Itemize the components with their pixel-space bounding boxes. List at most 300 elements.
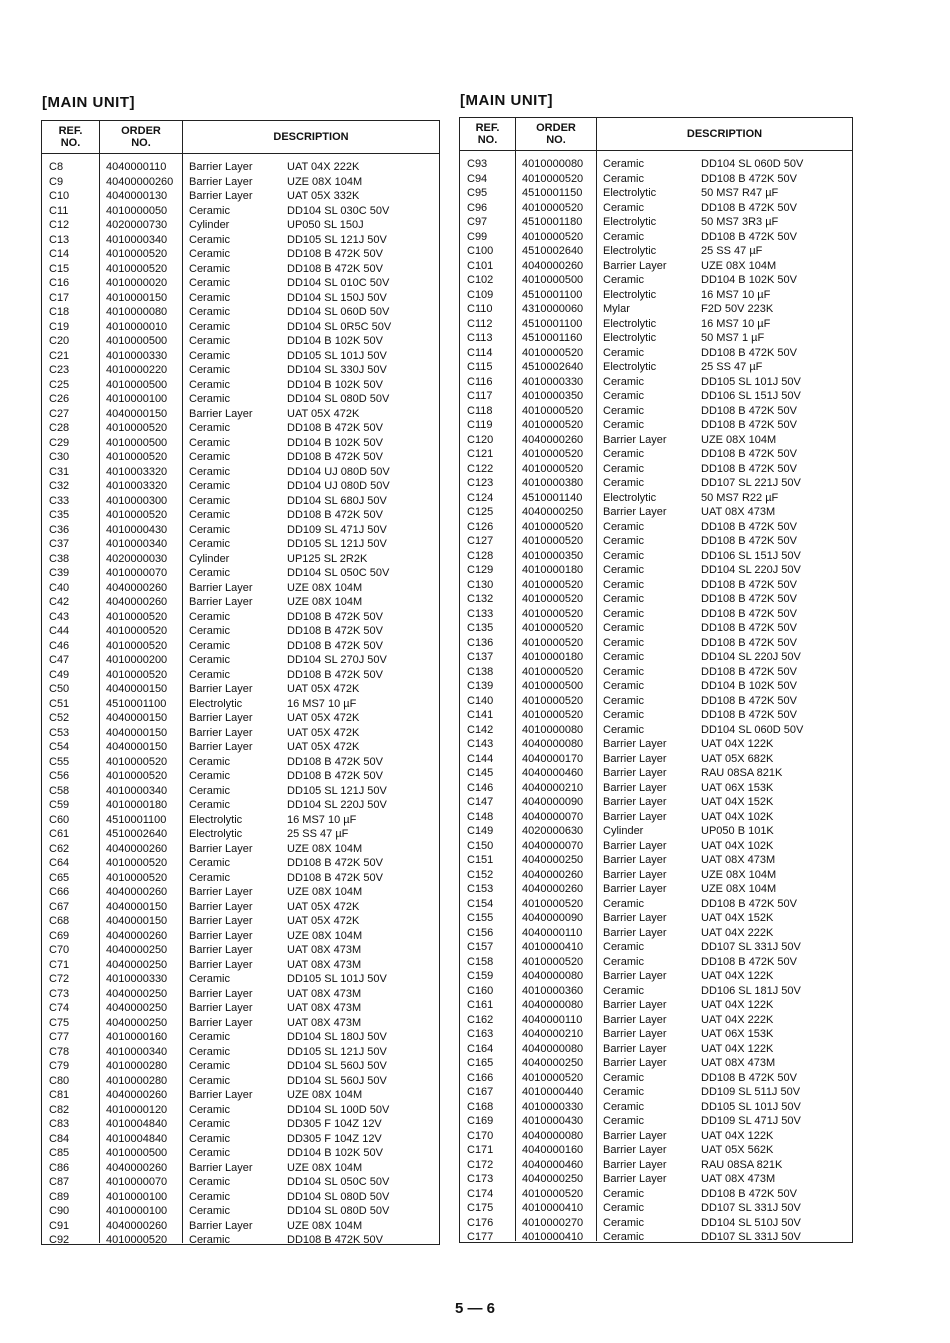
order-no-cell: 4040000260 bbox=[106, 581, 168, 594]
ref-no-cell: C170 bbox=[467, 1129, 494, 1142]
component-type: Ceramic bbox=[189, 1234, 230, 1246]
ref-no-cell: C16 bbox=[49, 277, 70, 289]
ref-no-cell: C173 bbox=[467, 1173, 494, 1185]
description-cell bbox=[183, 769, 439, 784]
order-no-cell: 4010000430 bbox=[522, 1115, 584, 1127]
component-spec: DD105 SL 101J 50V bbox=[287, 973, 387, 985]
component-type: Ceramic bbox=[189, 465, 230, 478]
component-spec: UAT 05X 472K bbox=[287, 407, 360, 420]
component-spec: UAT 04X 102K bbox=[701, 810, 774, 823]
description-cell bbox=[597, 230, 852, 245]
component-type: Electrolytic bbox=[603, 288, 657, 301]
order-no-cell: 4040000250 bbox=[522, 1173, 584, 1185]
order-no-cell: 4040000110 bbox=[522, 926, 583, 939]
component-type: Ceramic bbox=[189, 509, 230, 521]
component-spec: DD108 B 472K 50V bbox=[287, 639, 384, 652]
component-spec: DD105 SL 121J 50V bbox=[287, 1045, 387, 1058]
description-cell bbox=[597, 186, 852, 201]
ref-no-cell: C32 bbox=[49, 480, 70, 492]
ref-no-cell: C100 bbox=[467, 245, 494, 257]
description-cell bbox=[183, 1175, 439, 1190]
component-type: Barrier Layer bbox=[189, 190, 253, 202]
component-type: Ceramic bbox=[189, 320, 230, 333]
component-spec: UAT 05X 472K bbox=[287, 683, 360, 695]
component-spec: DD104 SL 050C 50V bbox=[287, 567, 390, 579]
page-number: 5 — 6 bbox=[454, 1300, 496, 1317]
ref-no-cell: C90 bbox=[49, 1205, 70, 1217]
description-cell bbox=[183, 827, 439, 842]
ref-no-cell: C132 bbox=[467, 593, 494, 605]
order-no-cell: 4010000520 bbox=[522, 535, 584, 547]
section-title-right: [MAIN UNIT] bbox=[460, 92, 553, 109]
component-type: Ceramic bbox=[603, 680, 644, 692]
order-no-cell: 4010000410 bbox=[522, 941, 584, 953]
description-cell bbox=[597, 447, 852, 462]
ref-no-cell: C96 bbox=[467, 201, 488, 214]
description-column bbox=[182, 154, 439, 1246]
description-cell bbox=[183, 1204, 439, 1219]
description-cell bbox=[597, 244, 852, 259]
ref-no-cell: C44 bbox=[49, 625, 70, 637]
component-type: Electrolytic bbox=[603, 245, 657, 257]
component-type: Barrier Layer bbox=[189, 581, 253, 594]
order-no-cell: 4010000080 bbox=[522, 723, 584, 736]
component-spec: DD107 SL 331J 50V bbox=[701, 941, 801, 953]
component-type: Barrier Layer bbox=[603, 1042, 667, 1055]
component-type: Barrier Layer bbox=[189, 712, 253, 724]
order-no-cell: 4010000270 bbox=[522, 1216, 584, 1229]
ref-no-cell: C74 bbox=[49, 1002, 70, 1014]
description-cell bbox=[597, 1071, 852, 1086]
ref-no-cell: C113 bbox=[467, 332, 493, 344]
ref-no-cell: C28 bbox=[49, 422, 70, 434]
description-cell bbox=[183, 697, 439, 712]
parts-table-left bbox=[41, 120, 440, 1245]
description-cell bbox=[183, 813, 439, 828]
description-cell bbox=[183, 189, 439, 204]
component-type: Ceramic bbox=[189, 1074, 230, 1087]
ref-no-cell: C138 bbox=[467, 665, 494, 678]
ref-no-cell: C157 bbox=[467, 941, 494, 953]
ref-no-cell: C93 bbox=[467, 158, 488, 170]
description-cell bbox=[183, 958, 439, 973]
component-spec: DD108 B 472K 50V bbox=[701, 665, 798, 678]
ref-column bbox=[460, 151, 515, 1241]
order-no-cell: 4040000260 bbox=[106, 1219, 168, 1232]
description-cell bbox=[183, 740, 439, 755]
description-cell bbox=[183, 1219, 439, 1234]
component-spec: DD104 SL 060D 50V bbox=[287, 306, 390, 318]
component-spec: DD109 SL 511J 50V bbox=[701, 1086, 801, 1098]
component-spec: DD108 B 472K 50V bbox=[287, 857, 384, 869]
order-no-cell: 4010000520 bbox=[106, 871, 168, 884]
order-no-cell: 4010000520 bbox=[522, 622, 584, 634]
order-no-cell: 4010000380 bbox=[522, 477, 584, 489]
description-cell bbox=[183, 1001, 439, 1016]
description-cell bbox=[597, 766, 852, 781]
ref-no-cell: C86 bbox=[49, 1161, 70, 1174]
component-type: Barrier Layer bbox=[603, 767, 667, 779]
component-type: Cylinder bbox=[189, 219, 230, 231]
ref-no-cell: C73 bbox=[49, 987, 70, 1000]
order-no-cell: 4010000520 bbox=[522, 404, 584, 417]
ref-column bbox=[42, 154, 99, 1246]
ref-no-cell: C65 bbox=[49, 871, 70, 884]
ref-no-cell: C43 bbox=[49, 610, 70, 623]
component-spec: UAT 04X 152K bbox=[701, 796, 774, 808]
component-type: Barrier Layer bbox=[189, 1161, 253, 1174]
description-cell bbox=[183, 755, 439, 770]
ref-no-cell: C153 bbox=[467, 883, 494, 895]
order-no-cell: 4010000500 bbox=[522, 274, 584, 286]
component-spec: UP050 B 101K bbox=[701, 825, 774, 837]
description-cell bbox=[597, 853, 852, 868]
description-cell bbox=[597, 1013, 852, 1028]
component-spec: 16 MS7 10 µF bbox=[287, 813, 357, 826]
component-type: Ceramic bbox=[189, 233, 230, 246]
ref-no-cell: C129 bbox=[467, 564, 494, 576]
component-type: Ceramic bbox=[603, 230, 644, 243]
component-type: Ceramic bbox=[603, 477, 644, 489]
order-no-cell: 4010000220 bbox=[106, 364, 168, 376]
component-spec: DD104 SL 060D 50V bbox=[701, 723, 804, 736]
ref-no-cell: C146 bbox=[467, 781, 494, 794]
order-no-cell: 4040000250 bbox=[106, 958, 168, 971]
component-type: Ceramic bbox=[603, 578, 644, 591]
component-spec: UAT 05X 472K bbox=[287, 900, 360, 913]
order-no-cell: 4040000080 bbox=[522, 738, 584, 750]
component-type: Mylar bbox=[603, 303, 630, 315]
component-spec: UZE 08X 104M bbox=[287, 1089, 363, 1101]
ref-no-cell: C64 bbox=[49, 857, 70, 869]
order-no-cell: 4310000060 bbox=[522, 303, 584, 315]
ref-no-cell: C80 bbox=[49, 1074, 70, 1087]
order-no-cell: 4040000250 bbox=[106, 1016, 168, 1029]
component-spec: DD104 SL 0R5C 50V bbox=[287, 320, 392, 333]
component-spec: DD104 UJ 080D 50V bbox=[287, 465, 390, 478]
order-no-cell: 4040000260 bbox=[522, 433, 584, 446]
description-cell bbox=[597, 375, 852, 390]
ref-no-cell: C119 bbox=[467, 419, 493, 431]
component-spec: RAU 08SA 821K bbox=[701, 767, 783, 779]
component-spec: UAT 06X 153K bbox=[701, 781, 774, 794]
description-cell bbox=[597, 360, 852, 375]
order-no-cell: 4040000160 bbox=[522, 1144, 584, 1156]
ref-no-cell: C177 bbox=[467, 1231, 494, 1243]
order-no-cell: 4040000090 bbox=[522, 796, 584, 808]
order-no-cell: 4010000010 bbox=[106, 320, 168, 333]
description-cell bbox=[597, 824, 852, 839]
description-cell bbox=[183, 1190, 439, 1205]
component-spec: UZE 08X 104M bbox=[701, 259, 777, 272]
description-cell bbox=[183, 871, 439, 886]
component-type: Barrier Layer bbox=[603, 999, 667, 1011]
component-type: Cylinder bbox=[603, 825, 644, 837]
component-type: Barrier Layer bbox=[603, 926, 667, 939]
ref-no-cell: C135 bbox=[467, 622, 494, 634]
ref-no-cell: C114 bbox=[467, 346, 493, 359]
component-spec: UZE 08X 104M bbox=[287, 596, 363, 608]
component-type: Ceramic bbox=[189, 277, 230, 289]
header-order-no: ORDER NO. bbox=[515, 118, 596, 150]
component-type: Ceramic bbox=[603, 564, 644, 576]
component-type: Barrier Layer bbox=[189, 915, 253, 927]
component-type: Ceramic bbox=[189, 1132, 230, 1145]
description-cell bbox=[597, 926, 852, 941]
component-type: Ceramic bbox=[603, 622, 644, 634]
ref-no-cell: C120 bbox=[467, 433, 494, 446]
ref-no-cell: C29 bbox=[49, 436, 70, 449]
order-no-cell: 4010004840 bbox=[106, 1132, 168, 1145]
order-no-cell: 4010000520 bbox=[106, 639, 168, 652]
ref-no-cell: C137 bbox=[467, 651, 494, 663]
ref-no-cell: C66 bbox=[49, 886, 70, 898]
order-no-cell: 4010000330 bbox=[106, 973, 168, 985]
ref-no-cell: C21 bbox=[49, 349, 70, 362]
component-type: Ceramic bbox=[603, 897, 644, 910]
order-no-cell: 4040000150 bbox=[106, 726, 168, 739]
description-cell bbox=[597, 1100, 852, 1115]
order-no-cell: 4040000460 bbox=[522, 767, 584, 779]
order-no-cell: 4010000520 bbox=[106, 610, 168, 623]
order-no-cell: 4510001160 bbox=[522, 332, 583, 344]
component-spec: DD104 UJ 080D 50V bbox=[287, 480, 390, 492]
component-spec: 25 SS 47 µF bbox=[287, 828, 349, 840]
component-spec: DD104 SL 220J 50V bbox=[701, 564, 801, 576]
description-cell bbox=[183, 421, 439, 436]
order-no-cell: 4510001100 bbox=[106, 813, 167, 826]
description-cell bbox=[597, 1056, 852, 1071]
ref-no-cell: C147 bbox=[467, 796, 494, 808]
component-spec: DD108 B 472K 50V bbox=[701, 462, 798, 475]
header-description: DESCRIPTION bbox=[596, 118, 852, 150]
ref-no-cell: C75 bbox=[49, 1016, 70, 1029]
description-cell bbox=[597, 331, 852, 346]
description-cell bbox=[183, 914, 439, 929]
order-no-cell: 4040000460 bbox=[522, 1158, 584, 1171]
order-no-cell: 4010000520 bbox=[522, 1187, 584, 1200]
ref-no-cell: C121 bbox=[467, 448, 494, 460]
description-cell bbox=[183, 1146, 439, 1161]
component-spec: UAT 08X 473M bbox=[701, 506, 776, 518]
component-spec: DD104 SL 100D 50V bbox=[287, 1103, 390, 1116]
component-type: Ceramic bbox=[189, 668, 230, 681]
component-spec: DD108 B 472K 50V bbox=[287, 625, 384, 637]
order-no-cell: 4040000250 bbox=[522, 1057, 584, 1069]
component-type: Ceramic bbox=[189, 335, 230, 347]
description-cell bbox=[597, 897, 852, 912]
component-spec: 50 MS7 R22 µF bbox=[701, 491, 779, 504]
description-cell bbox=[183, 595, 439, 610]
description-cell bbox=[597, 694, 852, 709]
component-type: Barrier Layer bbox=[603, 1129, 667, 1142]
component-spec: UZE 08X 104M bbox=[701, 868, 777, 881]
order-no-cell: 4010000520 bbox=[522, 419, 584, 431]
order-no-cell: 4040000150 bbox=[106, 712, 168, 724]
component-type: Barrier Layer bbox=[189, 1219, 253, 1232]
ref-no-cell: C160 bbox=[467, 984, 494, 997]
component-type: Ceramic bbox=[189, 1045, 230, 1058]
description-cell bbox=[597, 955, 852, 970]
ref-no-cell: C78 bbox=[49, 1045, 70, 1058]
component-type: Ceramic bbox=[189, 436, 230, 449]
order-no-cell: 4040000250 bbox=[106, 1002, 168, 1014]
description-cell bbox=[183, 610, 439, 625]
component-spec: DD105 SL 101J 50V bbox=[701, 1100, 801, 1113]
order-no-cell: 4040000090 bbox=[522, 912, 584, 924]
order-no-cell: 4010000340 bbox=[106, 784, 168, 797]
ref-no-cell: C161 bbox=[467, 999, 494, 1011]
ref-no-cell: C168 bbox=[467, 1100, 494, 1113]
order-no-cell: 4040000250 bbox=[522, 506, 584, 518]
ref-no-cell: C39 bbox=[49, 567, 70, 579]
description-cell bbox=[183, 494, 439, 509]
ref-no-cell: C62 bbox=[49, 842, 70, 855]
description-cell bbox=[183, 581, 439, 596]
description-cell bbox=[183, 1117, 439, 1132]
component-spec: 50 MS7 1 µF bbox=[701, 332, 765, 344]
ref-no-cell: C79 bbox=[49, 1060, 70, 1072]
description-cell bbox=[183, 392, 439, 407]
order-no-cell: 4010000160 bbox=[106, 1031, 168, 1043]
component-type: Ceramic bbox=[189, 1176, 230, 1188]
ref-no-cell: C40 bbox=[49, 581, 70, 594]
ref-no-cell: C127 bbox=[467, 535, 494, 547]
order-no-cell: 4040000080 bbox=[522, 970, 584, 982]
description-cell bbox=[597, 882, 852, 897]
ref-no-cell: C115 bbox=[467, 361, 493, 373]
component-spec: UP050 SL 150J bbox=[287, 219, 364, 231]
description-cell bbox=[183, 668, 439, 683]
description-cell bbox=[597, 215, 852, 230]
component-type: Ceramic bbox=[603, 1231, 644, 1243]
component-spec: UZE 08X 104M bbox=[287, 842, 363, 855]
order-no-cell: 4010000120 bbox=[106, 1103, 168, 1116]
order-column bbox=[515, 151, 596, 1241]
ref-no-cell: C155 bbox=[467, 912, 494, 924]
component-type: Barrier Layer bbox=[603, 854, 667, 866]
ref-no-cell: C50 bbox=[49, 683, 70, 695]
component-spec: DD108 B 472K 50V bbox=[287, 1234, 384, 1246]
component-type: Ceramic bbox=[189, 291, 230, 304]
component-spec: UZE 08X 104M bbox=[701, 433, 777, 446]
component-type: Ceramic bbox=[603, 709, 644, 721]
ref-no-cell: C25 bbox=[49, 378, 70, 391]
order-no-cell: 4010000410 bbox=[522, 1202, 584, 1214]
component-spec: DD108 B 472K 50V bbox=[701, 709, 798, 721]
description-cell bbox=[597, 273, 852, 288]
component-type: Electrolytic bbox=[603, 317, 657, 330]
component-spec: DD108 B 472K 50V bbox=[287, 248, 384, 260]
ref-no-cell: C60 bbox=[49, 813, 70, 826]
component-spec: DD108 B 472K 50V bbox=[287, 871, 384, 884]
description-cell bbox=[183, 436, 439, 451]
component-type: Ceramic bbox=[603, 346, 644, 359]
component-spec: DD104 SL 680J 50V bbox=[287, 494, 387, 507]
order-no-cell: 4020000030 bbox=[106, 552, 168, 565]
component-spec: UAT 08X 473M bbox=[287, 1016, 362, 1029]
ref-no-cell: C130 bbox=[467, 578, 494, 591]
component-spec: UAT 08X 473M bbox=[287, 958, 362, 971]
ref-no-cell: C67 bbox=[49, 900, 70, 913]
order-no-cell: 4040000080 bbox=[522, 1129, 584, 1142]
order-no-cell: 4040000150 bbox=[106, 900, 168, 913]
order-no-cell: 4010000520 bbox=[522, 462, 584, 475]
ref-no-cell: C174 bbox=[467, 1187, 494, 1200]
component-type: Ceramic bbox=[603, 390, 644, 402]
order-no-cell: 4010000500 bbox=[106, 1147, 168, 1159]
component-spec: UAT 08X 473M bbox=[287, 987, 362, 1000]
component-spec: UAT 05X 562K bbox=[701, 1144, 774, 1156]
component-spec: DD104 B 102K 50V bbox=[287, 1147, 384, 1159]
description-cell bbox=[597, 476, 852, 491]
description-cell bbox=[597, 665, 852, 680]
component-type: Ceramic bbox=[189, 567, 230, 579]
component-type: Barrier Layer bbox=[603, 781, 667, 794]
component-spec: UAT 04X 122K bbox=[701, 738, 774, 750]
order-no-cell: 4020000730 bbox=[106, 219, 168, 231]
component-spec: DD104 B 102K 50V bbox=[287, 436, 384, 449]
ref-no-cell: C31 bbox=[49, 465, 70, 478]
description-cell bbox=[597, 288, 852, 303]
component-spec: DD104 SL 220J 50V bbox=[701, 651, 801, 663]
order-no-cell: 4010000520 bbox=[522, 636, 584, 649]
ref-no-cell: C166 bbox=[467, 1071, 494, 1084]
ref-no-cell: C87 bbox=[49, 1176, 70, 1188]
component-type: Ceramic bbox=[603, 694, 644, 707]
description-cell bbox=[597, 520, 852, 535]
component-spec: DD104 B 102K 50V bbox=[701, 680, 798, 692]
component-type: Barrier Layer bbox=[603, 752, 667, 765]
ref-no-cell: C92 bbox=[49, 1234, 70, 1246]
component-spec: DD105 SL 121J 50V bbox=[287, 538, 387, 550]
ref-no-cell: C95 bbox=[467, 187, 488, 199]
component-spec: DD108 B 472K 50V bbox=[701, 1187, 798, 1200]
description-cell bbox=[183, 1233, 439, 1248]
component-spec: DD108 B 472K 50V bbox=[701, 201, 798, 214]
description-cell bbox=[597, 679, 852, 694]
component-spec: DD104 B 102K 50V bbox=[287, 378, 384, 391]
order-no-cell: 4040000260 bbox=[522, 868, 584, 881]
component-type: Electrolytic bbox=[603, 361, 657, 373]
component-type: Ceramic bbox=[603, 158, 644, 170]
ref-no-cell: C123 bbox=[467, 477, 494, 489]
component-type: Ceramic bbox=[603, 1100, 644, 1113]
parts-table-right bbox=[459, 117, 853, 1243]
component-type: Ceramic bbox=[189, 625, 230, 637]
description-cell bbox=[183, 639, 439, 654]
description-cell bbox=[597, 1158, 852, 1173]
component-spec: UAT 06X 153K bbox=[701, 1028, 774, 1040]
description-cell bbox=[183, 508, 439, 523]
component-spec: DD107 SL 221J 50V bbox=[701, 477, 801, 489]
order-no-cell: 4040000150 bbox=[106, 683, 168, 695]
ref-no-cell: C30 bbox=[49, 451, 70, 463]
component-type: Barrier Layer bbox=[189, 900, 253, 913]
component-spec: UAT 04X 152K bbox=[701, 912, 774, 924]
component-spec: UZE 08X 104M bbox=[287, 1219, 363, 1232]
component-spec: UAT 04X 122K bbox=[701, 1129, 774, 1142]
component-spec: DD108 B 472K 50V bbox=[287, 610, 384, 623]
ref-no-cell: C97 bbox=[467, 216, 488, 228]
component-spec: DD108 B 472K 50V bbox=[701, 172, 798, 185]
order-no-cell: 4040000260 bbox=[522, 883, 584, 895]
order-no-cell: 4010000520 bbox=[106, 755, 168, 768]
order-no-cell: 4010000280 bbox=[106, 1074, 168, 1087]
component-spec: UZE 08X 104M bbox=[287, 1161, 363, 1174]
component-type: Ceramic bbox=[189, 1060, 230, 1072]
description-cell bbox=[183, 291, 439, 306]
